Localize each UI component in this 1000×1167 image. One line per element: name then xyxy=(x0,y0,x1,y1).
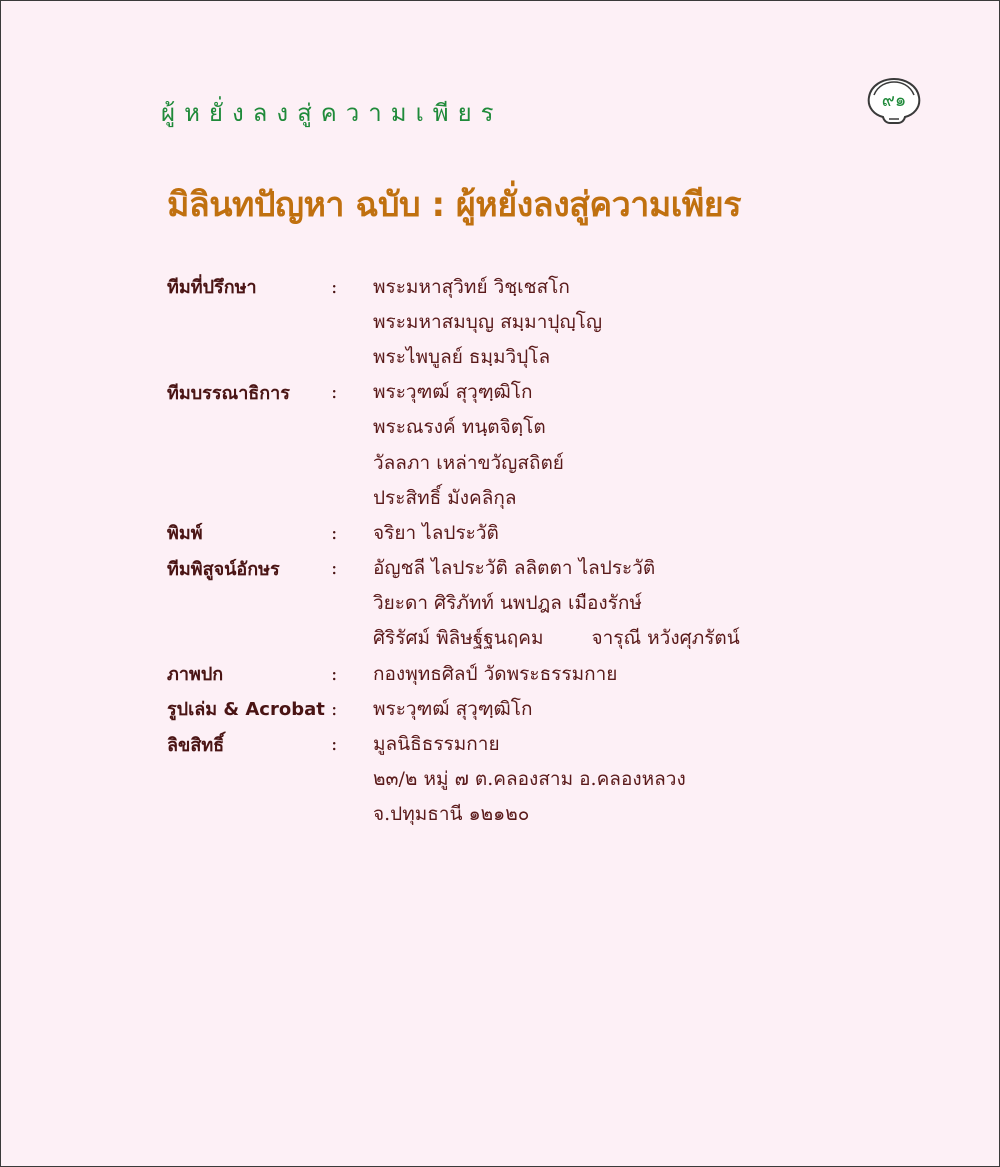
credit-label: รูปเล่ม & Acrobat xyxy=(167,699,325,721)
page-title: มิลินทปัญหา ฉบับ : ผู้หยั่งลงสู่ความเพียร xyxy=(167,185,741,225)
credit-row xyxy=(167,304,947,339)
credit-value: พระไพบูลย์ ธมฺมวิปุโล xyxy=(373,345,551,368)
credit-value xyxy=(373,623,740,653)
colon: : xyxy=(331,557,338,580)
credit-row xyxy=(167,691,947,726)
colon: : xyxy=(331,733,338,756)
credit-row xyxy=(167,339,947,374)
colon: : xyxy=(331,662,338,685)
credit-value: จ.ปทุมธานี ๑๒๑๒๐ xyxy=(373,803,530,826)
credit-row xyxy=(167,269,947,304)
credit-row xyxy=(167,445,947,480)
colon: : xyxy=(331,275,338,298)
credit-row xyxy=(167,762,947,797)
credit-value: มูลนิธิธรรมกาย xyxy=(373,733,500,756)
credit-value: ๒๓/๒ หมู่ ๗ ต.คลองสาม อ.คลองหลวง xyxy=(373,768,686,791)
credit-value: วัลลภา เหล่าขวัญสถิตย์ xyxy=(373,451,564,474)
credit-row xyxy=(167,551,947,586)
colon: : xyxy=(331,697,338,720)
credit-value: วิยะดา ศิริภัทท์ นพปฎล เมืองรักษ์ xyxy=(373,592,642,615)
credit-label: ทีมบรรณาธิการ xyxy=(167,382,290,404)
credit-value: พระวุฑฒ์ สุวุฑฺฒิโก xyxy=(373,381,533,404)
credit-value: จริยา ไลประวัติ xyxy=(373,521,499,544)
colon: : xyxy=(331,381,338,404)
page-number: ๙๑ xyxy=(881,90,907,111)
credit-row xyxy=(167,586,947,621)
credit-row xyxy=(167,515,947,550)
credit-label: ภาพปก xyxy=(167,664,224,686)
credit-value: พระวุฑฒ์ สุวุฑฺฒิโก xyxy=(373,697,533,720)
credits-list xyxy=(167,269,947,832)
credit-value: พระมหาสุวิทย์ วิชฺเชสโก xyxy=(373,275,570,298)
credit-row xyxy=(167,410,947,445)
credit-value: อัญชลี ไลประวัติ ลลิตตา ไลประวัติ xyxy=(373,557,656,580)
running-header: ผู้หยั่งลงสู่ความเพียร xyxy=(161,99,503,127)
colon: : xyxy=(331,521,338,544)
credit-row xyxy=(167,797,947,832)
credit-value: กองพุทธศิลป์ วัดพระธรรมกาย xyxy=(373,662,618,685)
credit-label: ทีมที่ปรึกษา xyxy=(167,277,257,299)
credit-label: พิมพ์ xyxy=(167,523,203,545)
credit-row xyxy=(167,375,947,410)
credit-label: ลิขสิทธิ์ xyxy=(167,734,225,756)
page-number-badge xyxy=(865,75,923,129)
credit-row xyxy=(167,726,947,761)
credit-name: จารุณี หวังศุภรัตน์ xyxy=(591,627,740,650)
credit-value: ประสิทธิ์ มังคลิกุล xyxy=(373,486,517,509)
credit-row xyxy=(167,621,947,656)
credit-label: ทีมพิสูจน์อักษร xyxy=(167,558,280,580)
credit-row xyxy=(167,480,947,515)
credit-value: พระมหาสมบุญ สมฺมาปุญฺโญ xyxy=(373,310,603,333)
credit-row xyxy=(167,656,947,691)
credit-name: ศิริรัศม์ พิลิษฐ์ฐนฤคม xyxy=(373,627,544,650)
credit-value: พระณรงค์ ทนฺตจิตฺโต xyxy=(373,416,546,439)
